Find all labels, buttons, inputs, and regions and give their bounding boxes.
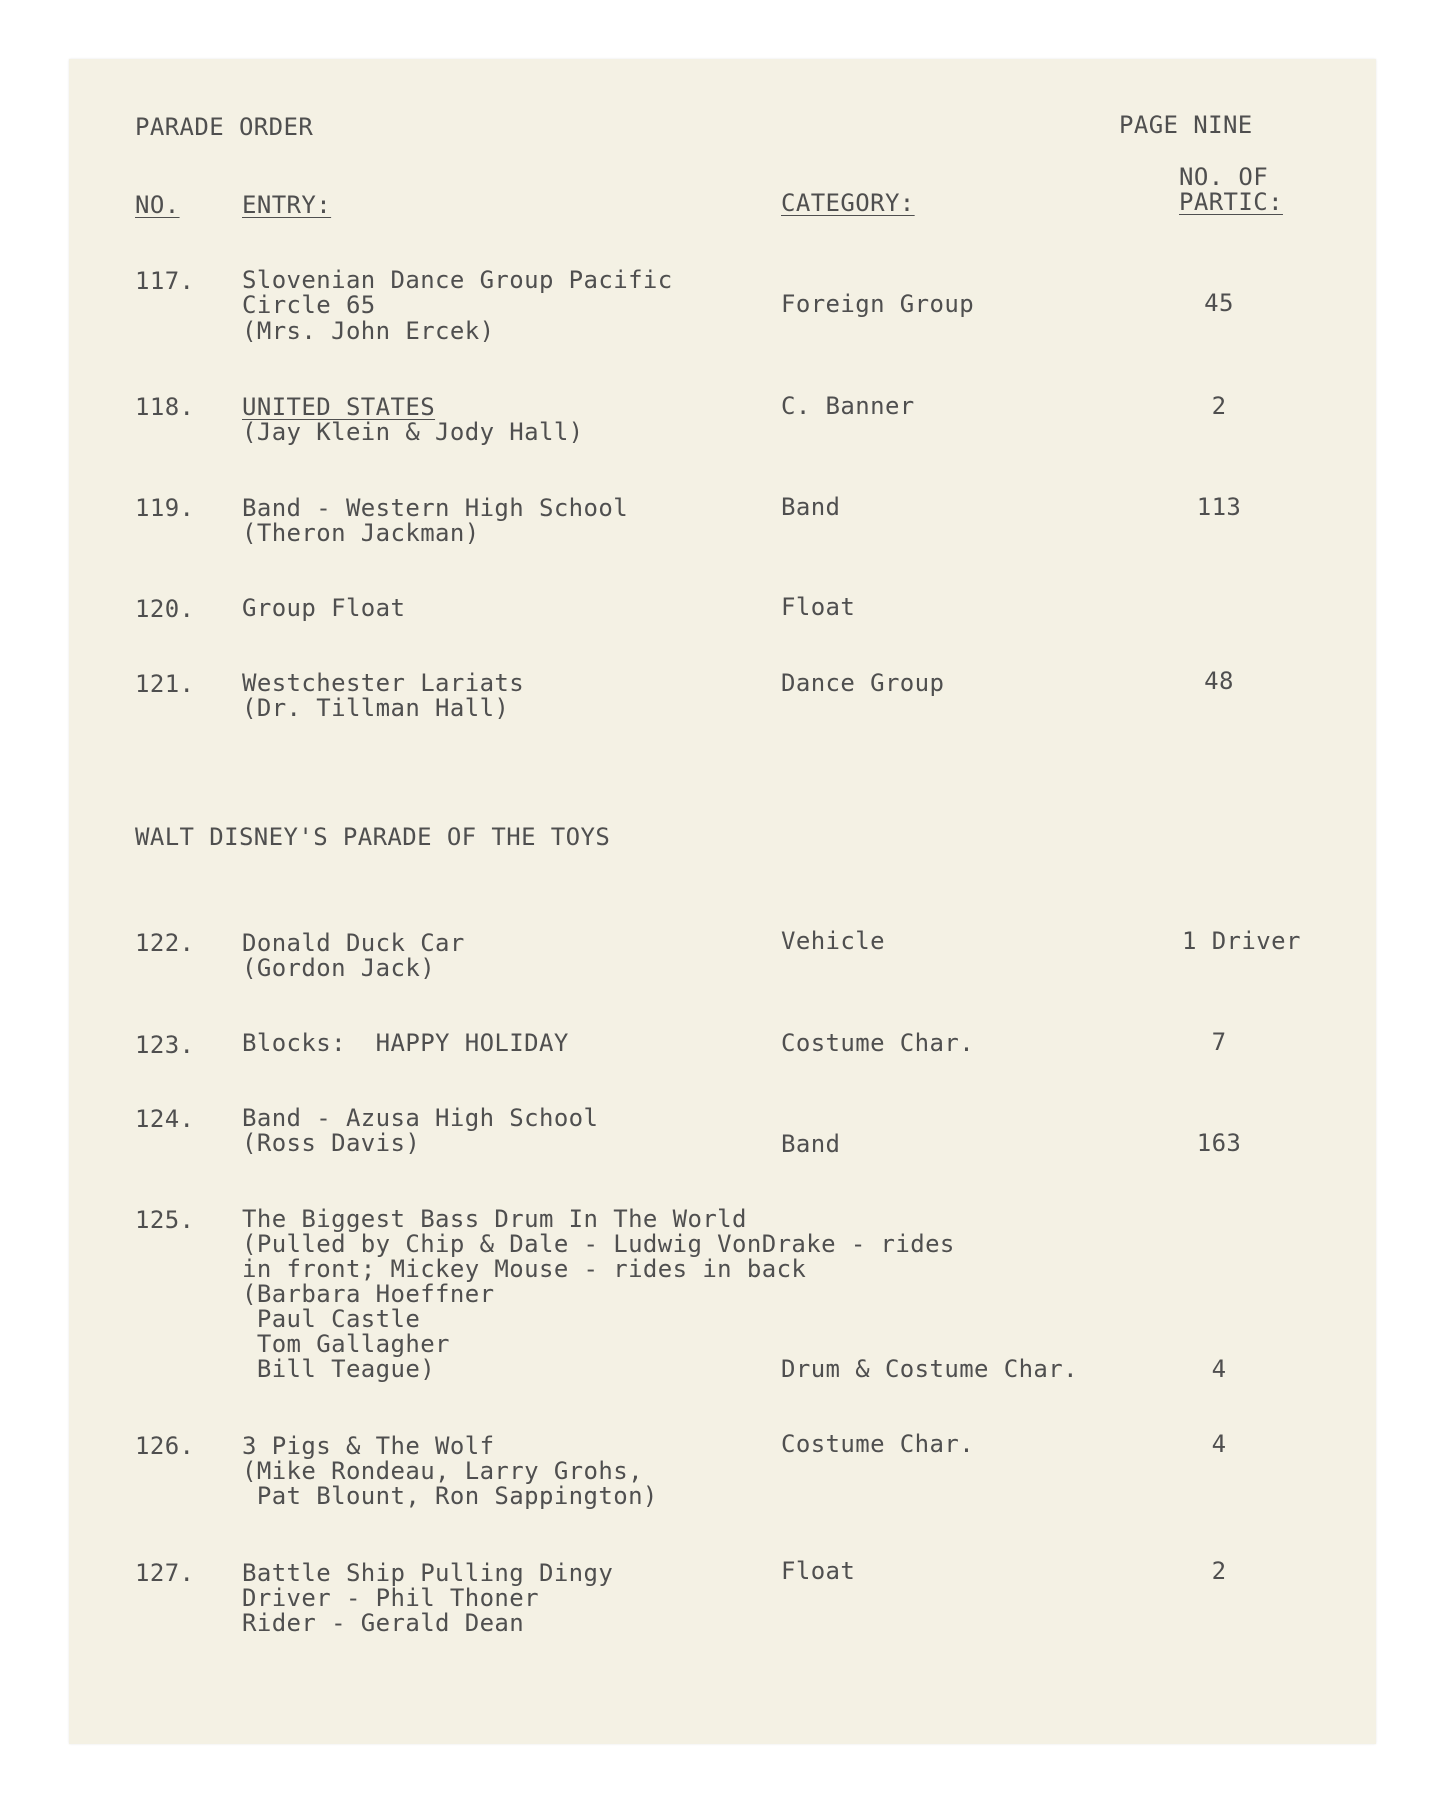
entry-line: 3 Pigs & The Wolf xyxy=(242,1432,495,1460)
entry-line: Driver - Phil Thoner xyxy=(242,1584,539,1612)
entry-line: Circle 65 xyxy=(242,291,376,319)
entry-number: 127. xyxy=(135,1559,195,1587)
page-number: PAGE NINE xyxy=(1119,111,1253,139)
entry-line: Bill Teague) xyxy=(242,1355,436,1383)
entry-line: (Pulled by Chip & Dale - Ludwig VonDrake - rides xyxy=(242,1230,955,1258)
entry-line: Band - Western High School xyxy=(242,494,629,522)
entry-participants: 2 xyxy=(1211,392,1227,420)
entry-category: Vehicle xyxy=(781,927,885,955)
entry-number: 120. xyxy=(135,595,195,623)
entry-participants: 2 xyxy=(1211,1557,1227,1585)
document-title: PARADE ORDER xyxy=(135,113,314,141)
entry-line: Pat Blount, Ron Sappington) xyxy=(242,1482,658,1510)
entry-line: Donald Duck Car xyxy=(242,929,465,957)
entry-category: Float xyxy=(781,1557,856,1585)
entry-line: (Theron Jackman) xyxy=(242,519,480,547)
entry-line: Blocks: HAPPY HOLIDAY xyxy=(242,1029,569,1057)
entry-number: 119. xyxy=(135,494,195,522)
entry-line: Group Float xyxy=(242,594,406,622)
entry-number: 118. xyxy=(135,393,195,421)
entry-category: Drum & Costume Char. xyxy=(781,1355,1078,1383)
document-page xyxy=(69,59,1376,1744)
entry-line: (Mrs. John Ercek) xyxy=(242,317,495,345)
entry-number: 124. xyxy=(135,1105,195,1133)
entry-participants: 4 xyxy=(1211,1430,1227,1458)
entry-participants: 45 xyxy=(1204,289,1234,317)
entry-category: Costume Char. xyxy=(781,1029,975,1057)
entry-category: Float xyxy=(781,593,856,621)
entry-line: (Gordon Jack) xyxy=(242,954,436,982)
entry-line: Battle Ship Pulling Dingy xyxy=(242,1559,614,1587)
column-header-entry: ENTRY: xyxy=(242,191,332,219)
entry-line: Slovenian Dance Group Pacific xyxy=(242,266,673,294)
entry-number: 125. xyxy=(135,1206,195,1234)
entry-line: (Dr. Tillman Hall) xyxy=(242,694,510,722)
entry-line: (Barbara Hoeffner xyxy=(242,1280,495,1308)
entry-line: in front; Mickey Mouse - rides in back xyxy=(242,1255,807,1283)
entry-line: (Ross Davis) xyxy=(242,1129,421,1157)
entry-category: Band xyxy=(781,1130,841,1158)
entry-line: Westchester Lariats xyxy=(242,669,525,697)
entry-line: Tom Gallagher xyxy=(242,1330,450,1358)
entry-participants: 4 xyxy=(1211,1355,1227,1383)
entry-number: 123. xyxy=(135,1031,195,1059)
entry-number: 122. xyxy=(135,929,195,957)
entry-line: Rider - Gerald Dean xyxy=(242,1609,525,1637)
entry-category: C. Banner xyxy=(781,392,915,420)
column-header-category: CATEGORY: xyxy=(781,189,915,217)
entry-participants: 163 xyxy=(1196,1129,1242,1157)
entry-category: Band xyxy=(781,493,841,521)
entry-number: 121. xyxy=(135,670,195,698)
entry-category: Dance Group xyxy=(781,669,945,697)
section-title: WALT DISNEY'S PARADE OF THE TOYS xyxy=(135,823,611,851)
entry-line: The Biggest Bass Drum In The World xyxy=(242,1205,747,1233)
entry-line: (Mike Rondeau, Larry Grohs, xyxy=(242,1457,643,1485)
column-header-partic-line1: NO. OF xyxy=(1179,163,1269,191)
entry-line: (Jay Klein & Jody Hall) xyxy=(242,418,584,446)
column-header-no: NO. xyxy=(135,191,180,219)
entry-line: Band - Azusa High School xyxy=(242,1104,599,1132)
entry-participants: 7 xyxy=(1211,1028,1227,1056)
entry-participants: 1 Driver xyxy=(1182,927,1301,955)
entry-category: Foreign Group xyxy=(781,290,975,318)
entry-category: Costume Char. xyxy=(781,1430,975,1458)
column-header-partic-line2: PARTIC: xyxy=(1179,188,1283,216)
entry-participants: 113 xyxy=(1196,493,1242,521)
entry-line: Paul Castle xyxy=(242,1305,421,1333)
entry-number: 126. xyxy=(135,1432,195,1460)
entry-participants: 48 xyxy=(1204,667,1234,695)
entry-line: UNITED STATES xyxy=(242,393,436,421)
entry-number: 117. xyxy=(135,267,195,295)
